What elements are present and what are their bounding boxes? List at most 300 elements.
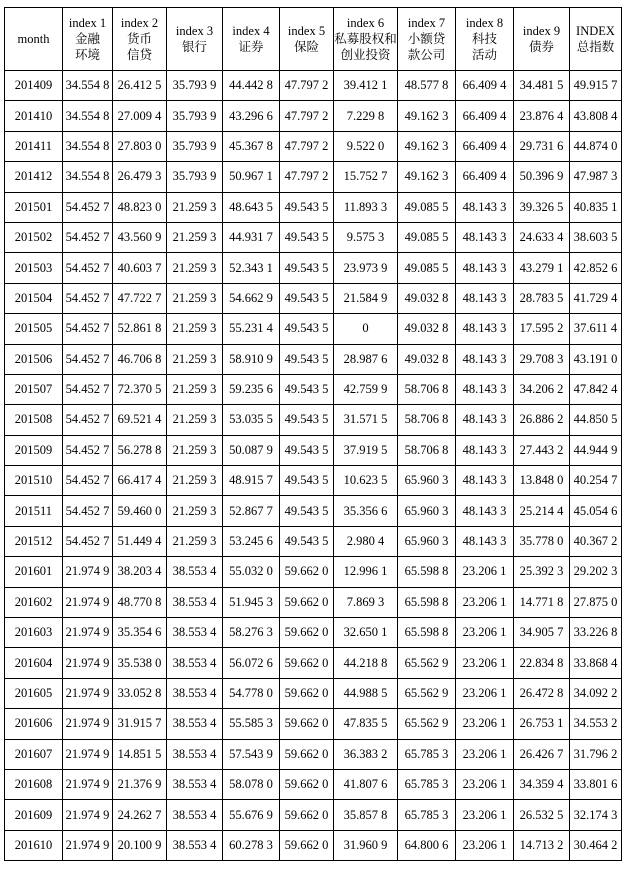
value-cell: 21.259 3 (167, 222, 223, 252)
table-row (5, 435, 622, 465)
month-cell: 201603 (5, 618, 63, 648)
col-header-label: index 7 (407, 16, 446, 30)
value-cell: 21.259 3 (167, 192, 223, 222)
table-row (5, 344, 622, 374)
col-header-label: index 8 (465, 16, 504, 30)
value-cell: 51.945 3 (223, 587, 280, 617)
table-row (5, 557, 622, 587)
value-cell: 12.996 1 (334, 557, 398, 587)
value-cell: 34.554 8 (63, 162, 113, 192)
value-cell: 31.915 7 (113, 709, 167, 739)
value-cell: 49.543 5 (280, 526, 334, 556)
value-cell: 21.259 3 (167, 496, 223, 526)
value-cell: 72.370 5 (113, 374, 167, 404)
value-cell: 54.452 7 (63, 374, 113, 404)
value-cell: 34.554 8 (63, 101, 113, 131)
value-cell: 26.886 2 (514, 405, 570, 435)
value-cell: 35.793 9 (167, 131, 223, 161)
value-cell: 23.876 4 (514, 101, 570, 131)
value-cell: 26.426 7 (514, 739, 570, 769)
header-row (5, 8, 622, 71)
table-row (5, 405, 622, 435)
value-cell: 58.078 0 (223, 769, 280, 799)
value-cell: 14.713 2 (514, 830, 570, 860)
value-cell: 54.452 7 (63, 466, 113, 496)
col-header-label: index 2 (120, 16, 159, 30)
col-header-sublabel: 保险 (293, 40, 319, 54)
value-cell: 40.254 7 (570, 466, 622, 496)
value-cell: 23.206 1 (456, 830, 514, 860)
value-cell: 25.214 4 (514, 496, 570, 526)
month-cell: 201412 (5, 162, 63, 192)
value-cell: 48.143 3 (456, 222, 514, 252)
value-cell: 48.577 8 (398, 71, 456, 101)
value-cell: 66.417 4 (113, 466, 167, 496)
value-cell: 48.143 3 (456, 466, 514, 496)
col-header-index5 (280, 8, 334, 71)
value-cell: 21.259 3 (167, 344, 223, 374)
value-cell: 65.562 9 (398, 678, 456, 708)
col-header-label: index 6 (346, 16, 385, 30)
value-cell: 17.595 2 (514, 314, 570, 344)
value-cell: 65.785 3 (398, 769, 456, 799)
value-cell: 29.708 3 (514, 344, 570, 374)
value-cell: 33.868 4 (570, 648, 622, 678)
value-cell: 65.785 3 (398, 739, 456, 769)
month-cell: 201605 (5, 678, 63, 708)
value-cell: 66.409 4 (456, 101, 514, 131)
value-cell: 44.442 8 (223, 71, 280, 101)
table-row (5, 131, 622, 161)
value-cell: 49.085 5 (398, 192, 456, 222)
month-cell: 201511 (5, 496, 63, 526)
value-cell: 47.797 2 (280, 71, 334, 101)
value-cell: 49.543 5 (280, 435, 334, 465)
value-cell: 14.771 8 (514, 587, 570, 617)
value-cell: 47.835 5 (334, 709, 398, 739)
value-cell: 34.554 8 (63, 131, 113, 161)
value-cell: 38.553 4 (167, 830, 223, 860)
value-cell: 51.449 4 (113, 526, 167, 556)
col-header-sublabel: 银行 (181, 40, 207, 54)
value-cell: 58.910 9 (223, 344, 280, 374)
value-cell: 29.202 3 (570, 557, 622, 587)
value-cell: 49.032 8 (398, 314, 456, 344)
value-cell: 48.143 3 (456, 192, 514, 222)
col-header-index6 (334, 8, 398, 71)
table-row (5, 618, 622, 648)
value-cell: 38.553 4 (167, 587, 223, 617)
value-cell: 46.706 8 (113, 344, 167, 374)
value-cell: 44.874 0 (570, 131, 622, 161)
value-cell: 21.259 3 (167, 435, 223, 465)
value-cell: 50.396 9 (514, 162, 570, 192)
month-cell: 201409 (5, 71, 63, 101)
value-cell: 49.543 5 (280, 374, 334, 404)
value-cell: 41.807 6 (334, 769, 398, 799)
value-cell: 21.376 9 (113, 769, 167, 799)
value-cell: 26.753 1 (514, 709, 570, 739)
value-cell: 38.553 4 (167, 678, 223, 708)
value-cell: 49.543 5 (280, 314, 334, 344)
value-cell: 69.521 4 (113, 405, 167, 435)
col-header-label: INDEX (576, 24, 615, 38)
value-cell: 27.803 0 (113, 131, 167, 161)
value-cell: 49.543 5 (280, 253, 334, 283)
value-cell: 21.974 9 (63, 830, 113, 860)
index-table-container (4, 7, 621, 861)
value-cell: 21.974 9 (63, 618, 113, 648)
value-cell: 49.543 5 (280, 344, 334, 374)
table-row (5, 314, 622, 344)
value-cell: 54.452 7 (63, 314, 113, 344)
value-cell: 44.988 5 (334, 678, 398, 708)
month-cell: 201503 (5, 253, 63, 283)
value-cell: 21.974 9 (63, 709, 113, 739)
value-cell: 54.452 7 (63, 344, 113, 374)
value-cell: 34.553 2 (570, 709, 622, 739)
value-cell: 65.785 3 (398, 800, 456, 830)
table-row (5, 739, 622, 769)
value-cell: 59.460 0 (113, 496, 167, 526)
value-cell: 26.412 5 (113, 71, 167, 101)
col-header-label: index 1 (68, 16, 107, 30)
col-header-sublabel: 小额贷 款公司 (407, 32, 446, 62)
value-cell: 37.611 4 (570, 314, 622, 344)
value-cell: 33.226 8 (570, 618, 622, 648)
value-cell: 48.143 3 (456, 374, 514, 404)
value-cell: 23.206 1 (456, 769, 514, 799)
value-cell: 39.412 1 (334, 71, 398, 101)
month-cell: 201506 (5, 344, 63, 374)
value-cell: 48.143 3 (456, 283, 514, 313)
value-cell: 47.722 7 (113, 283, 167, 313)
value-cell: 21.259 3 (167, 283, 223, 313)
value-cell: 49.085 5 (398, 222, 456, 252)
value-cell: 54.662 9 (223, 283, 280, 313)
value-cell: 48.915 7 (223, 466, 280, 496)
month-cell: 201507 (5, 374, 63, 404)
col-header-sublabel: 私募股权和 创业投资 (334, 32, 397, 62)
value-cell: 23.206 1 (456, 618, 514, 648)
value-cell: 34.206 2 (514, 374, 570, 404)
value-cell: 43.279 1 (514, 253, 570, 283)
value-cell: 59.662 0 (280, 769, 334, 799)
value-cell: 38.203 4 (113, 557, 167, 587)
value-cell: 43.191 0 (570, 344, 622, 374)
month-cell: 201602 (5, 587, 63, 617)
value-cell: 59.235 6 (223, 374, 280, 404)
value-cell: 47.842 4 (570, 374, 622, 404)
value-cell: 65.960 3 (398, 496, 456, 526)
value-cell: 50.967 1 (223, 162, 280, 192)
value-cell: 35.538 0 (113, 648, 167, 678)
value-cell: 59.662 0 (280, 739, 334, 769)
value-cell: 23.206 1 (456, 709, 514, 739)
value-cell: 21.584 9 (334, 283, 398, 313)
month-cell: 201510 (5, 466, 63, 496)
value-cell: 59.662 0 (280, 587, 334, 617)
value-cell: 21.974 9 (63, 648, 113, 678)
table-row (5, 648, 622, 678)
month-cell: 201505 (5, 314, 63, 344)
value-cell: 65.562 9 (398, 709, 456, 739)
table-row (5, 678, 622, 708)
value-cell: 40.367 2 (570, 526, 622, 556)
table-row (5, 253, 622, 283)
table-row (5, 800, 622, 830)
value-cell: 21.974 9 (63, 557, 113, 587)
value-cell: 49.032 8 (398, 283, 456, 313)
value-cell: 38.553 4 (167, 648, 223, 678)
value-cell: 38.553 4 (167, 769, 223, 799)
col-header-index3 (167, 8, 223, 71)
value-cell: 58.706 8 (398, 374, 456, 404)
value-cell: 54.452 7 (63, 405, 113, 435)
value-cell: 49.085 5 (398, 253, 456, 283)
value-cell: 55.585 3 (223, 709, 280, 739)
value-cell: 11.893 3 (334, 192, 398, 222)
value-cell: 0 (334, 314, 398, 344)
value-cell: 21.974 9 (63, 678, 113, 708)
value-cell: 50.087 9 (223, 435, 280, 465)
value-cell: 34.092 2 (570, 678, 622, 708)
value-cell: 29.731 6 (514, 131, 570, 161)
value-cell: 40.835 1 (570, 192, 622, 222)
value-cell: 60.278 3 (223, 830, 280, 860)
value-cell: 25.392 3 (514, 557, 570, 587)
value-cell: 43.808 4 (570, 101, 622, 131)
value-cell: 22.834 8 (514, 648, 570, 678)
col-header-label: index 3 (175, 24, 214, 38)
value-cell: 24.262 7 (113, 800, 167, 830)
value-cell: 66.409 4 (456, 162, 514, 192)
value-cell: 42.852 6 (570, 253, 622, 283)
value-cell: 52.343 1 (223, 253, 280, 283)
value-cell: 66.409 4 (456, 71, 514, 101)
value-cell: 48.143 3 (456, 526, 514, 556)
value-cell: 47.797 2 (280, 101, 334, 131)
value-cell: 56.072 6 (223, 648, 280, 678)
month-cell: 201607 (5, 739, 63, 769)
value-cell: 35.793 9 (167, 162, 223, 192)
value-cell: 35.356 6 (334, 496, 398, 526)
col-header-index8 (456, 8, 514, 71)
value-cell: 34.554 8 (63, 71, 113, 101)
value-cell: 38.553 4 (167, 557, 223, 587)
value-cell: 38.553 4 (167, 618, 223, 648)
value-cell: 41.729 4 (570, 283, 622, 313)
value-cell: 31.571 5 (334, 405, 398, 435)
value-cell: 21.974 9 (63, 800, 113, 830)
value-cell: 21.974 9 (63, 769, 113, 799)
value-cell: 23.973 9 (334, 253, 398, 283)
table-row (5, 709, 622, 739)
value-cell: 23.206 1 (456, 557, 514, 587)
value-cell: 15.752 7 (334, 162, 398, 192)
value-cell: 34.905 7 (514, 618, 570, 648)
table-row (5, 192, 622, 222)
value-cell: 53.245 6 (223, 526, 280, 556)
table-row (5, 466, 622, 496)
value-cell: 49.032 8 (398, 344, 456, 374)
value-cell: 38.553 4 (167, 800, 223, 830)
value-cell: 49.543 5 (280, 405, 334, 435)
value-cell: 23.206 1 (456, 800, 514, 830)
value-cell: 24.633 4 (514, 222, 570, 252)
value-cell: 55.032 0 (223, 557, 280, 587)
month-cell: 201508 (5, 405, 63, 435)
value-cell: 54.452 7 (63, 526, 113, 556)
month-cell: 201502 (5, 222, 63, 252)
value-cell: 47.987 3 (570, 162, 622, 192)
value-cell: 59.662 0 (280, 678, 334, 708)
value-cell: 33.052 8 (113, 678, 167, 708)
value-cell: 44.218 8 (334, 648, 398, 678)
value-cell: 47.797 2 (280, 162, 334, 192)
table-body (5, 71, 622, 861)
table-row (5, 496, 622, 526)
value-cell: 38.553 4 (167, 709, 223, 739)
value-cell: 65.960 3 (398, 466, 456, 496)
value-cell: 20.100 9 (113, 830, 167, 860)
value-cell: 49.543 5 (280, 192, 334, 222)
value-cell: 48.143 3 (456, 314, 514, 344)
value-cell: 59.662 0 (280, 618, 334, 648)
table-row (5, 587, 622, 617)
value-cell: 21.259 3 (167, 253, 223, 283)
value-cell: 39.326 5 (514, 192, 570, 222)
table-row (5, 526, 622, 556)
value-cell: 10.623 5 (334, 466, 398, 496)
table-row (5, 769, 622, 799)
value-cell: 65.598 8 (398, 587, 456, 617)
value-cell: 48.143 3 (456, 435, 514, 465)
value-cell: 26.472 8 (514, 678, 570, 708)
value-cell: 28.987 6 (334, 344, 398, 374)
value-cell: 9.575 3 (334, 222, 398, 252)
value-cell: 52.861 8 (113, 314, 167, 344)
value-cell: 59.662 0 (280, 648, 334, 678)
month-cell: 201601 (5, 557, 63, 587)
col-header-total-index (570, 8, 622, 71)
index-table (4, 7, 622, 861)
value-cell: 2.980 4 (334, 526, 398, 556)
value-cell: 54.452 7 (63, 222, 113, 252)
value-cell: 44.931 7 (223, 222, 280, 252)
value-cell: 13.848 0 (514, 466, 570, 496)
value-cell: 21.259 3 (167, 526, 223, 556)
value-cell: 37.919 5 (334, 435, 398, 465)
table-row (5, 162, 622, 192)
col-header-index4 (223, 8, 280, 71)
value-cell: 65.960 3 (398, 526, 456, 556)
value-cell: 31.796 2 (570, 739, 622, 769)
value-cell: 59.662 0 (280, 830, 334, 860)
value-cell: 40.603 7 (113, 253, 167, 283)
value-cell: 65.562 9 (398, 648, 456, 678)
value-cell: 54.452 7 (63, 435, 113, 465)
col-header-label: index 9 (522, 24, 561, 38)
value-cell: 23.206 1 (456, 739, 514, 769)
value-cell: 49.162 3 (398, 162, 456, 192)
value-cell: 52.867 7 (223, 496, 280, 526)
table-row (5, 374, 622, 404)
value-cell: 64.800 6 (398, 830, 456, 860)
value-cell: 54.452 7 (63, 253, 113, 283)
value-cell: 59.662 0 (280, 800, 334, 830)
value-cell: 43.560 9 (113, 222, 167, 252)
value-cell: 35.793 9 (167, 101, 223, 131)
month-cell: 201606 (5, 709, 63, 739)
month-cell: 201411 (5, 131, 63, 161)
value-cell: 54.452 7 (63, 192, 113, 222)
value-cell: 53.035 5 (223, 405, 280, 435)
value-cell: 49.543 5 (280, 283, 334, 313)
value-cell: 55.231 4 (223, 314, 280, 344)
month-cell: 201509 (5, 435, 63, 465)
value-cell: 30.464 2 (570, 830, 622, 860)
value-cell: 27.009 4 (113, 101, 167, 131)
col-header-month (5, 8, 63, 71)
value-cell: 59.662 0 (280, 557, 334, 587)
value-cell: 55.676 9 (223, 800, 280, 830)
value-cell: 9.522 0 (334, 131, 398, 161)
month-cell: 201504 (5, 283, 63, 313)
col-header-sublabel: 金融 环境 (74, 32, 100, 62)
value-cell: 28.783 5 (514, 283, 570, 313)
month-cell: 201410 (5, 101, 63, 131)
value-cell: 48.143 3 (456, 405, 514, 435)
value-cell: 54.778 0 (223, 678, 280, 708)
value-cell: 57.543 9 (223, 739, 280, 769)
value-cell: 21.259 3 (167, 314, 223, 344)
value-cell: 48.823 0 (113, 192, 167, 222)
value-cell: 65.598 8 (398, 557, 456, 587)
table-row (5, 283, 622, 313)
value-cell: 43.296 6 (223, 101, 280, 131)
month-cell: 201501 (5, 192, 63, 222)
value-cell: 35.793 9 (167, 71, 223, 101)
value-cell: 33.801 6 (570, 769, 622, 799)
value-cell: 47.797 2 (280, 131, 334, 161)
col-header-index7 (398, 8, 456, 71)
value-cell: 23.206 1 (456, 587, 514, 617)
month-cell: 201604 (5, 648, 63, 678)
col-header-sublabel: 总指数 (576, 40, 615, 54)
value-cell: 27.875 0 (570, 587, 622, 617)
table-row (5, 71, 622, 101)
value-cell: 48.143 3 (456, 496, 514, 526)
value-cell: 56.278 8 (113, 435, 167, 465)
value-cell: 35.857 8 (334, 800, 398, 830)
value-cell: 23.206 1 (456, 648, 514, 678)
value-cell: 48.770 8 (113, 587, 167, 617)
col-header-label: month (17, 32, 50, 46)
value-cell: 21.259 3 (167, 374, 223, 404)
value-cell: 38.603 5 (570, 222, 622, 252)
month-cell: 201608 (5, 769, 63, 799)
value-cell: 44.944 9 (570, 435, 622, 465)
value-cell: 54.452 7 (63, 496, 113, 526)
value-cell: 38.553 4 (167, 739, 223, 769)
value-cell: 54.452 7 (63, 283, 113, 313)
value-cell: 49.543 5 (280, 496, 334, 526)
value-cell: 58.706 8 (398, 405, 456, 435)
value-cell: 26.532 5 (514, 800, 570, 830)
value-cell: 7.869 3 (334, 587, 398, 617)
value-cell: 58.276 3 (223, 618, 280, 648)
